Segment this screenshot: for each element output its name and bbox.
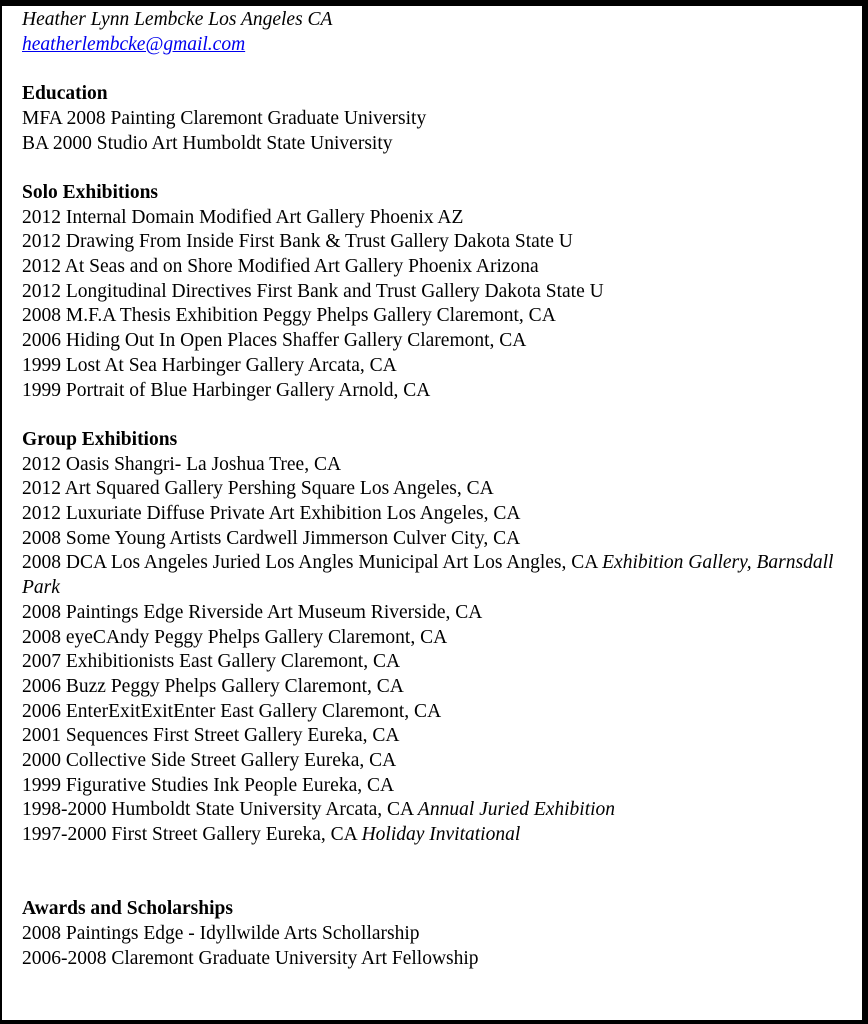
solo-item: 2012 Drawing From Inside First Bank & Trust Gallery Dakota State U xyxy=(22,231,573,253)
award-item: 2008 Paintings Edge - Idyllwilde Arts Schollarship xyxy=(22,922,420,944)
group-exhibitions-heading: Group Exhibitions xyxy=(22,428,178,450)
solo-item: 1999 Portrait of Blue Harbinger Gallery Arnold, CA xyxy=(22,379,431,401)
solo-item: 1999 Lost At Sea Harbinger Gallery Arcata, CA xyxy=(22,354,397,376)
education-list xyxy=(22,107,854,156)
group-item: 2001 Sequences First Street Gallery Eureka, CA xyxy=(22,725,400,747)
group-item: 1997-2000 First Street Gallery Eureka, CA Holiday Invitational xyxy=(22,824,521,846)
group-item: 1999 Figurative Studies Ink People Eureka, CA xyxy=(22,774,395,796)
email-link[interactable]: heatherlembcke@gmail.com xyxy=(22,33,246,55)
solo-item: 2008 M.F.A Thesis Exhibition Peggy Phelps Gallery Claremont, CA xyxy=(22,305,556,327)
group-item: 2012 Luxuriate Diffuse Private Art Exhibition Los Angeles, CA xyxy=(22,503,521,525)
name-line: Heather Lynn Lembcke Los Angeles CA xyxy=(22,9,333,30)
solo-item: 2012 At Seas and on Shore Modified Art Gallery Phoenix Arizona xyxy=(22,256,539,277)
group-item-note: Exhibition Gallery, Barnsdall Park xyxy=(22,552,834,599)
awards-heading: Awards and Scholarships xyxy=(22,898,233,920)
group-item-note: Annual Juried Exhibition xyxy=(417,799,616,821)
group-item-note: Holiday Invitational xyxy=(361,824,521,846)
solo-exhibitions-heading: Solo Exhibitions xyxy=(22,181,159,203)
group-exhibitions-list xyxy=(22,453,854,848)
solo-item: 2012 Internal Domain Modified Art Gallery Phoenix AZ xyxy=(22,206,464,228)
education-item: MFA 2008 Painting Claremont Graduate University xyxy=(22,107,427,129)
resume-content xyxy=(22,8,854,971)
award-item: 2006-2008 Claremont Graduate University Art Fellowship xyxy=(22,947,479,969)
group-item: 2008 Paintings Edge Riverside Art Museum Riverside, CA xyxy=(22,601,483,623)
group-item: 2008 DCA Los Angeles Juried Los Angles Municipal Art Los Angles, CA Exhibition Gallery, Barnsdall Park xyxy=(22,552,834,599)
education-heading: Education xyxy=(22,83,108,105)
group-item: 2006 Buzz Peggy Phelps Gallery Claremont, CA xyxy=(22,675,404,697)
awards-list xyxy=(22,922,854,971)
group-item: 2000 Collective Side Street Gallery Eureka, CA xyxy=(22,750,397,772)
group-item: 2008 eyeCAndy Peggy Phelps Gallery Claremont, CA xyxy=(22,626,448,648)
group-item: 2007 Exhibitionists East Gallery Claremont, CA xyxy=(22,651,401,673)
group-item: 1998-2000 Humboldt State University Arcata, CA Annual Juried Exhibition xyxy=(22,799,616,821)
group-item: 2012 Art Squared Gallery Pershing Square Los Angeles, CA xyxy=(22,478,494,500)
group-item: 2008 Some Young Artists Cardwell Jimmerson Culver City, CA xyxy=(22,527,521,549)
group-item: 2006 EnterExitExitEnter East Gallery Claremont, CA xyxy=(22,700,442,722)
solo-item: 2012 Longitudinal Directives First Bank and Trust Gallery Dakota State U xyxy=(22,280,604,302)
solo-item: 2006 Hiding Out In Open Places Shaffer Gallery Claremont, CA xyxy=(22,330,527,352)
education-item: BA 2000 Studio Art Humboldt State University xyxy=(22,132,393,154)
solo-exhibitions-list xyxy=(22,206,854,404)
group-item: 2012 Oasis Shangri- La Joshua Tree, CA xyxy=(22,453,342,475)
